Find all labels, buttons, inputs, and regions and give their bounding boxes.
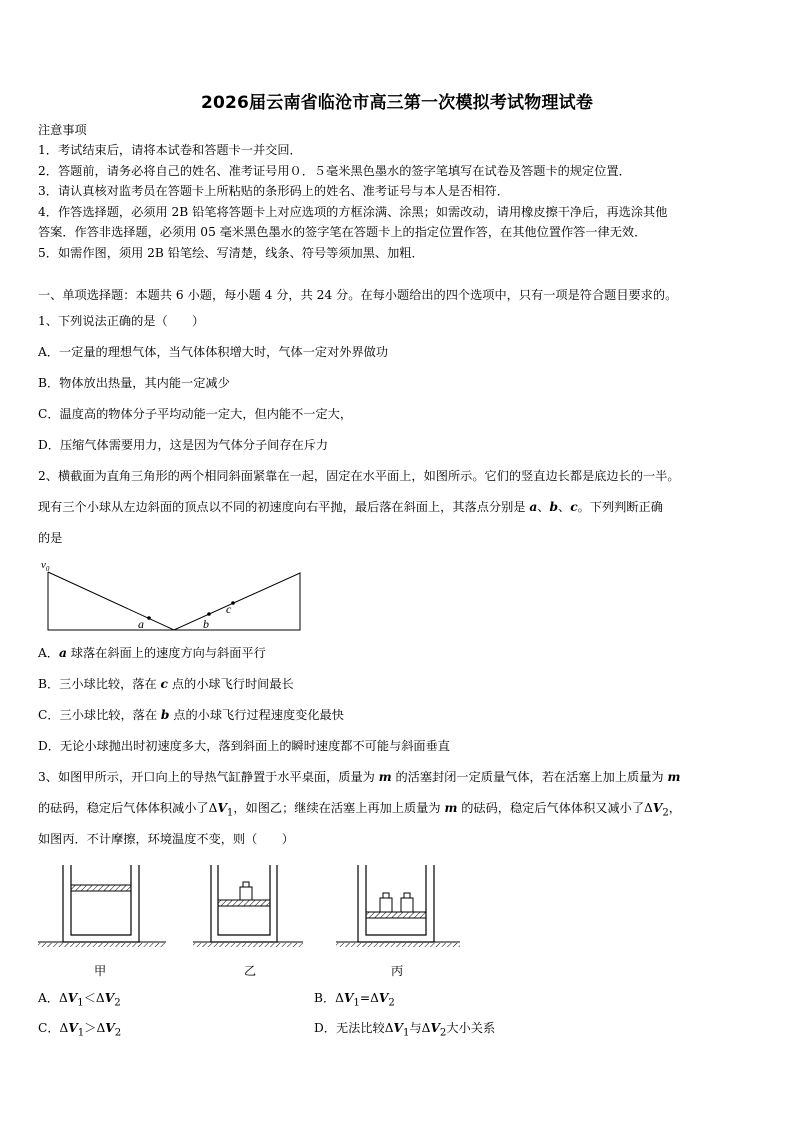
q1-option-b: B．物体放出热量，其内能一定减少 xyxy=(38,376,230,390)
point-c xyxy=(231,601,235,605)
stem-text: 现有三个小球从左边斜面的顶点以不同的初速度向右平抛，最后落在斜面上，其落点分别是 xyxy=(38,500,530,514)
question-2-stem: 2、横截面为直角三角形的两个相同斜面紧靠在一起，固定在水平面上，如图所示。它们的竖直边长都是底边长的一半。 xyxy=(38,469,680,483)
caption-bing: 丙 xyxy=(391,964,404,978)
cylinder-figure-bing xyxy=(336,860,460,950)
question-2-stem-line2 xyxy=(38,499,758,515)
section-heading: 一、单项选择题：本题共 6 小题，每小题 4 分，共 24 分。在每小题给出的四个选项中，只有一项是符合题目要求的。 xyxy=(38,288,678,302)
weight xyxy=(240,887,252,900)
weight xyxy=(401,898,413,912)
question-3-stem-line3: 如图丙．不计摩擦，环境温度不变，则（ ） xyxy=(38,832,294,846)
question-3-stem-line2: 的砝码，稳定后气体体积减小了$\Delta V_1$，如图乙；继续在活塞上再加上质量为 m 的砝码，稳定后气体体积又减小了$\Delta V_2$， xyxy=(38,801,681,819)
label-a: a xyxy=(138,617,144,631)
notice-item: 3．请认真核对监考员在答题卡上所粘贴的条形码上的姓名、准考证号与本人是否相符． xyxy=(38,184,509,198)
page-title: 2026届云南省临沧市高三第一次模拟考试物理试卷 xyxy=(200,93,594,113)
separator: 、 xyxy=(537,500,550,514)
notice-item: 4．作答选择题，必须用 2B 铅笔将答题卡上对应选项的方框涂满、涂黑；如需改动，请用橡皮擦干净后，再选涂其他 xyxy=(38,205,668,219)
planes-outline xyxy=(48,572,300,630)
notice-item: 5．如需作图，须用 2B 铅笔绘、写清楚，线条、符号等须加黑、加粗． xyxy=(38,246,424,260)
q2-option-b: B．三小球比较，落在 c 点的小球飞行时间最长 xyxy=(38,677,294,691)
caption-yi: 乙 xyxy=(244,964,257,978)
table-surface xyxy=(336,943,460,947)
point-c-label: c xyxy=(570,500,578,514)
notice-item: 2．答题前，请务必将自己的姓名、准考证号用０．５毫米黑色墨水的签字笔填写在试卷及答题卡的规定位置． xyxy=(38,164,631,178)
question-2-stem-line3: 的是 xyxy=(38,531,63,545)
caption-jia: 甲 xyxy=(94,964,107,978)
v0-label: $v_0$ xyxy=(41,559,50,573)
notice-item: 答案．作答非选择题，必须用 05 毫米黑色墨水的签字笔在答题卡上的指定位置作答，在其他位置作答一律无效． xyxy=(38,225,647,239)
q2-option-d: D．无论小球抛出时初速度多大，落到斜面上的瞬时速度都不可能与斜面垂直 xyxy=(38,739,450,753)
label-c: c xyxy=(226,602,232,616)
point-a xyxy=(147,616,151,620)
weight xyxy=(380,898,392,912)
piston xyxy=(366,912,426,918)
point-b xyxy=(207,612,211,616)
q1-option-d: D．压缩气体需要用力，这是因为气体分子间存在斥力 xyxy=(38,438,329,452)
q1-option-a: A．一定量的理想气体，当气体体积增大时，气体一定对外界做功 xyxy=(38,345,389,359)
q3-option-d: D．无法比较$\Delta V_1$与$\Delta V_2$大小关系 xyxy=(314,1021,496,1039)
point-a-label: a xyxy=(529,500,538,514)
question-3-stem: 3、如图甲所示，开口向上的导热气缸静置于水平桌面，质量为 m 的活塞封闭一定质量气体，若在活塞上加上质量为 m xyxy=(38,770,681,784)
q3-option-a: A．$\Delta V_1<\Delta V_2$ xyxy=(38,991,121,1009)
q3-option-b: B．$\Delta V_1=\Delta V_2$ xyxy=(314,991,395,1009)
stem-text: 。下列判断正确 xyxy=(577,500,663,514)
notice-item: 1．考试结束后，请将本试卷和答题卡一并交回． xyxy=(38,143,302,157)
label-b: b xyxy=(203,617,209,631)
piston xyxy=(218,900,270,906)
point-b-label: b xyxy=(549,500,558,514)
notice-heading: 注意事项 xyxy=(38,123,87,137)
table-surface xyxy=(38,943,166,947)
question-1-stem: 1、下列说法正确的是（ ） xyxy=(38,314,205,328)
table-surface xyxy=(193,943,303,947)
piston xyxy=(71,885,131,891)
q1-option-c: C．温度高的物体分子平均动能一定大，但内能不一定大， xyxy=(38,407,353,421)
inclined-planes-figure xyxy=(38,556,308,636)
q3-option-c: C．$\Delta V_1>\Delta V_2$ xyxy=(38,1021,122,1039)
separator: 、 xyxy=(558,500,571,514)
cylinder-figure-yi xyxy=(193,860,303,950)
q2-option-c: C．三小球比较，落在 b 点的小球飞行过程速度变化最快 xyxy=(38,708,344,722)
q2-option-a: A．a 球落在斜面上的速度方向与斜面平行 xyxy=(38,646,266,660)
cylinder-figure-jia xyxy=(38,860,166,950)
